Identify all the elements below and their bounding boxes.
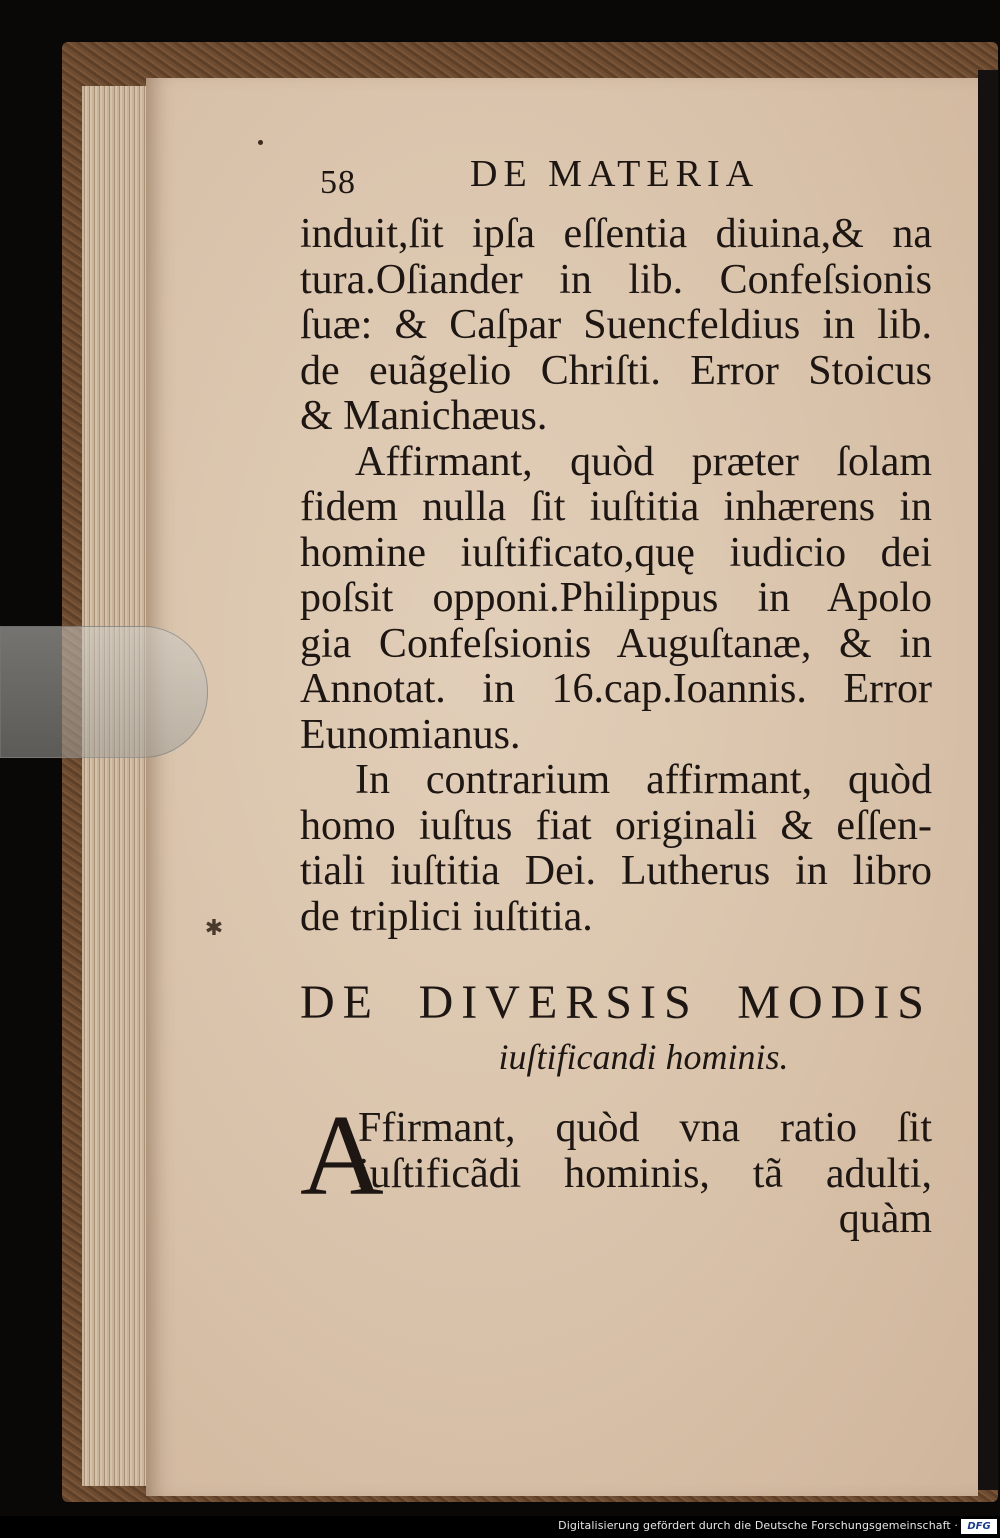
dfg-logo: DFG bbox=[961, 1519, 997, 1534]
funding-credit: Digitalisierung gefördert durch die Deutsche Forschungsgemeinschaft · bbox=[558, 1519, 958, 1532]
text-line: Annotat. in 16.cap.Ioannis. Error bbox=[300, 666, 932, 712]
text-line: & Manichæus. bbox=[300, 393, 548, 439]
text-line: poſsit opponi.Philippus in Apolo bbox=[300, 575, 932, 621]
paragraph-1 bbox=[300, 212, 932, 440]
running-head bbox=[300, 150, 932, 212]
paragraph-3 bbox=[300, 758, 932, 940]
drop-initial: A bbox=[300, 1092, 384, 1220]
margin-mark: ✱ bbox=[204, 916, 224, 941]
text-line: iuſtificãdi hominis, tã adulti, bbox=[358, 1150, 932, 1197]
paragraph-2 bbox=[300, 440, 932, 759]
text-line: Ffirmant, quòd vna ratio ſit bbox=[358, 1105, 932, 1151]
text-line: tura.Oſiander in lib. Confeſsionis bbox=[300, 256, 932, 303]
text-line: fidem nulla ſit iuſtitia inhærens in bbox=[300, 484, 932, 530]
text-line: de euãgelio Chriſti. Error Stoicus bbox=[300, 347, 932, 394]
paragraph-4 bbox=[300, 1092, 932, 1243]
text-line: ſuæ: & Caſpar Suencfeldius in lib. bbox=[300, 302, 932, 348]
section-heading: DE DIVERSIS MODIS bbox=[300, 976, 932, 1029]
page-edges bbox=[82, 86, 152, 1486]
footer-bar bbox=[0, 1516, 1000, 1538]
text-line: homine iuſtificato,quę iudicio dei bbox=[300, 529, 932, 576]
ink-speck bbox=[258, 140, 263, 145]
text-line: homo iuſtus fiat originali & eſſen- bbox=[300, 802, 932, 849]
text-line: Eunomianus. bbox=[300, 711, 521, 758]
page-number: 58 bbox=[320, 164, 356, 201]
text-line: induit,ſit ipſa eſſentia diuina,& na bbox=[300, 211, 932, 257]
right-shadow bbox=[978, 70, 998, 1490]
text-line: tiali iuſtitia Dei. Lutherus in libro bbox=[300, 848, 932, 894]
text-line: gia Confeſsionis Auguſtanæ, & in bbox=[300, 620, 932, 667]
running-title: DE MATERIA bbox=[470, 153, 760, 195]
text-line: de triplici iuſtitia. bbox=[300, 893, 593, 940]
text-line: Affirmant, quòd præter ſolam bbox=[355, 438, 932, 485]
section-subheading: iuſtificandi hominis. bbox=[498, 1037, 789, 1077]
text-line: In contrarium affirmant, quòd bbox=[355, 757, 932, 803]
glass-clip bbox=[0, 626, 208, 758]
catchword: quàm bbox=[838, 1196, 932, 1242]
page-text bbox=[300, 150, 932, 1243]
